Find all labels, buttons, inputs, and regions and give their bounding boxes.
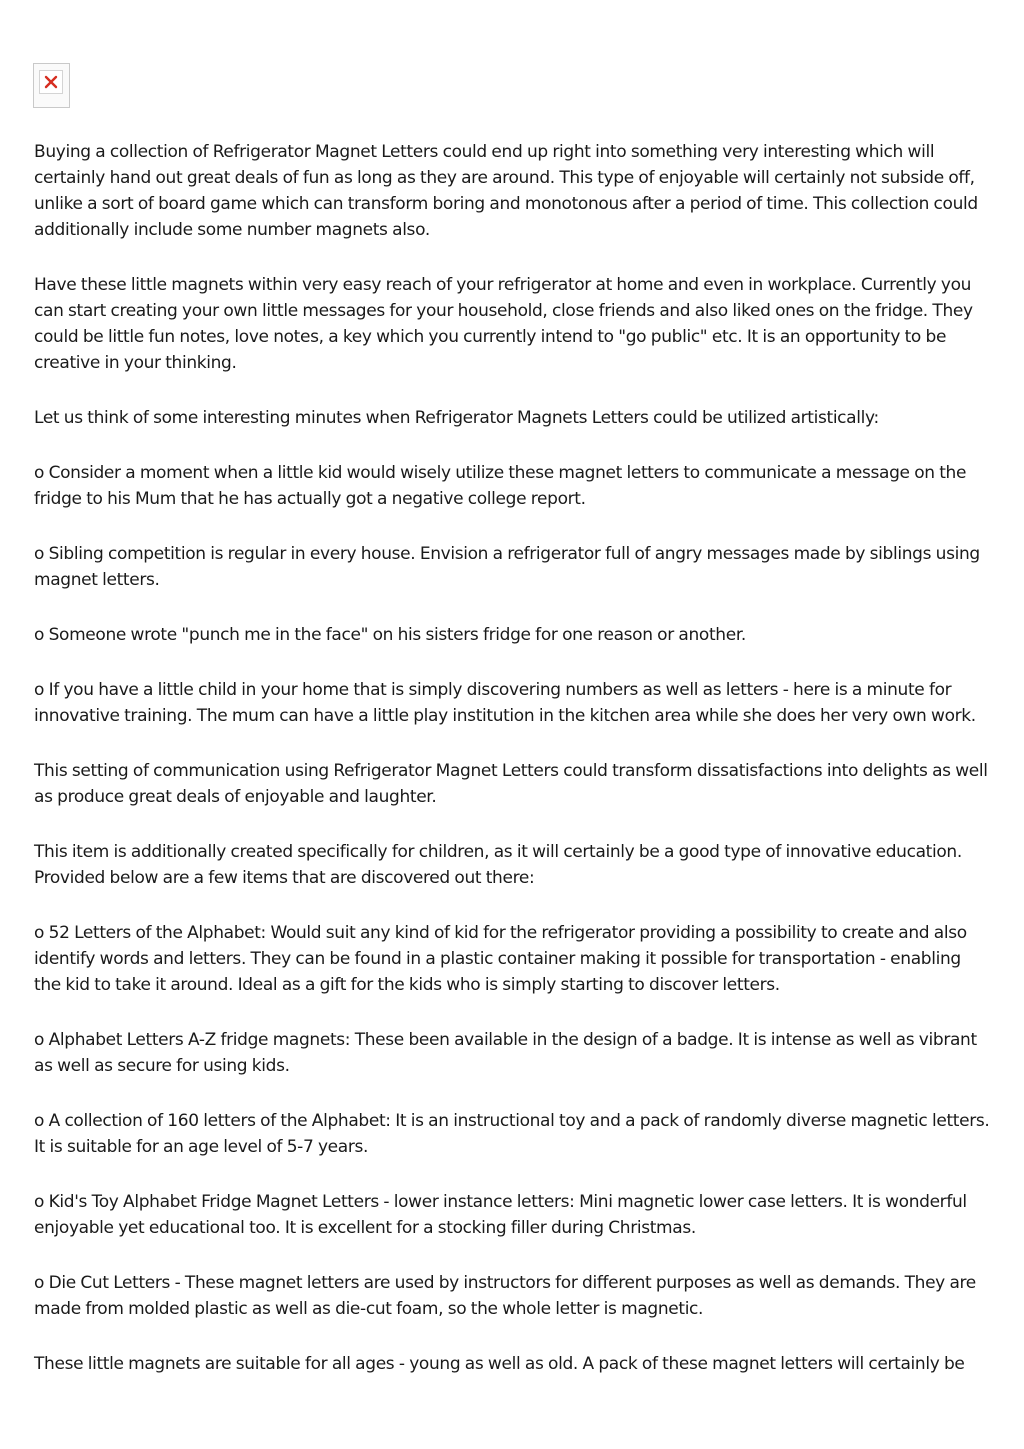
paragraph-all-ages: These little magnets are suitable for all ages - young as well as old. A pack of these magnet letters will certainly be (34, 1354, 965, 1374)
list-item-die-cut-letters: o Die Cut Letters - These magnet letters are used by instructors for different purposes as well as demands. They are made from molded plastic as well as die-cut foam, so the whole letter is magnetic. (34, 1273, 976, 1319)
paragraph-intro: Buying a collection of Refrigerator Magnet Letters could end up right into something very interesting which will certainly hand out great deals of fun as long as they are around. This type of enjoyable will certainly not subside off, unlike a sort of board game which can transform boring and monotonous after a period of time. This collection could additionally include some number magnets also. (34, 142, 978, 240)
paragraph-easy-reach: Have these little magnets within very easy reach of your refrigerator at home and even in workplace. Currently you can start creating your own little messages for your household, close friends and also liked ones on the fridge. They could be little fun notes, love notes, a key which you currently intend to "go public" etc. It is an opportunity to be creative in your thinking. (34, 275, 973, 373)
paragraph-interesting-minutes: Let us think of some interesting minutes when Refrigerator Magnets Letters could be utilized artistically: (34, 408, 879, 428)
list-item-kid-report: o Consider a moment when a little kid would wisely utilize these magnet letters to communicate a message on the fridge to his Mum that he has actually got a negative college report. (34, 463, 967, 509)
list-item-lower-case-letters: o Kid's Toy Alphabet Fridge Magnet Letters - lower instance letters: Mini magnetic lower case letters. It is wonderful enjoyable yet educational too. It is excellent for a stocking filler during Christmas. (34, 1192, 967, 1238)
broken-image-placeholder (33, 63, 70, 108)
list-item-sibling-competition: o Sibling competition is regular in every house. Envision a refrigerator full of angry messages made by siblings using magnet letters. (34, 544, 980, 590)
broken-image-icon (43, 74, 59, 90)
list-item-52-letters: o 52 Letters of the Alphabet: Would suit any kind of kid for the refrigerator providing a possibility to create and also identify words and letters. They can be found in a plastic container making it possible for transportation - enabling the kid to take it around. Ideal as a gift for the kids who is simply starting to discover letters. (34, 923, 967, 995)
list-item-a-z-magnets: o Alphabet Letters A-Z fridge magnets: These been available in the design of a badge. It is intense as well as vibrant as well as secure for using kids. (34, 1030, 977, 1076)
paragraph-communication: This setting of communication using Refrigerator Magnet Letters could transform dissatisfactions into delights as well as produce great deals of enjoyable and laughter. (34, 761, 988, 807)
list-item-160-letters: o A collection of 160 letters of the Alphabet: It is an instructional toy and a pack of randomly diverse magnetic letters. It is suitable for an age level of 5-7 years. (34, 1111, 990, 1157)
list-item-punch-message: o Someone wrote "punch me in the face" on his sisters fridge for one reason or another. (34, 625, 746, 645)
list-item-innovative-training: o If you have a little child in your home that is simply discovering numbers as well as letters - here is a minute for innovative training. The mum can have a little play institution in the kitchen area while she does her very own work. (34, 680, 976, 726)
article-body (34, 139, 992, 1406)
broken-image-frame (39, 70, 63, 94)
paragraph-children-items: This item is additionally created specifically for children, as it will certainly be a good type of innovative education. Provided below are a few items that are discovered out there: (34, 842, 962, 888)
